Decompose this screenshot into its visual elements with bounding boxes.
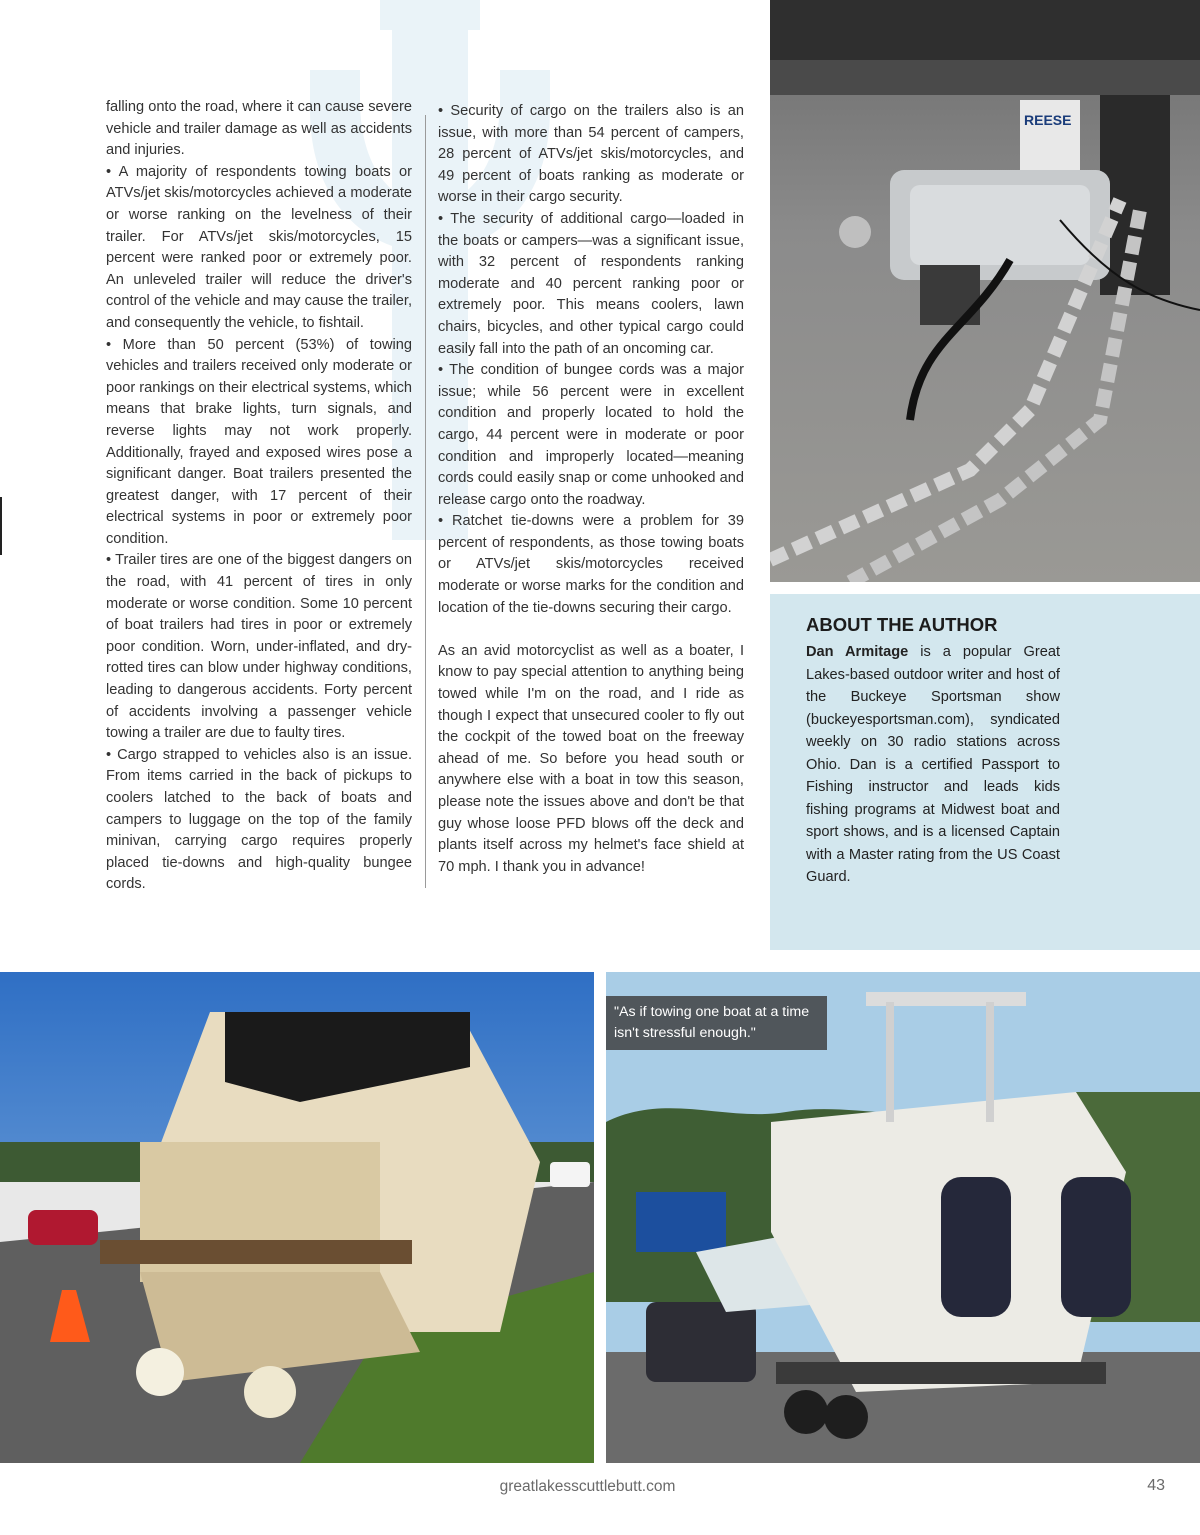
article-column-2 [438, 101, 744, 878]
article-column-1 [106, 97, 412, 896]
about-heading: ABOUT THE AUTHOR [806, 614, 998, 635]
bullet-tires: • Trailer tires are one of the biggest dangers on the road, with 41 percent of tires in only moderate or worse condition. Some 10 percent of boat trailers had tires in poor or extremely poor condition. Worn, under-inflated, and dry-rotted tires can blow under highway conditions, leading to dangerous accidents. Forty percent of accidents involving a passenger vehicle towing a trailer are due to faulty tires. [106, 552, 412, 742]
crashed-boat-illustration [0, 972, 594, 1463]
paragraph: falling onto the road, where it can cause severe vehicle and trailer damage as well as accidents and injuries. [106, 99, 412, 159]
hitch-illustration [770, 0, 1200, 582]
bullet-ratchet-tie-downs: • Ratchet tie-downs were a problem for 39 percent of respondents, as those towing boats or ATVs/jet skis/motorcycles received moderate or worse marks for the condition and location of the tie-downs securing their cargo. [438, 513, 744, 616]
page-number: 43 [1147, 1477, 1165, 1494]
margin-mark [0, 497, 2, 555]
hitch-sign-text: REESE [1024, 112, 1072, 128]
author-name: Dan Armitage [806, 644, 909, 660]
bullet-bungee-cords: • The condition of bungee cords was a major issue; while 56 percent were in excellent condition and properly located to hold the cargo, 44 percent were in moderate or poor condition and improperly located—meaning cords could easily snap or come unhooked and release cargo onto the roadway. [438, 362, 744, 508]
crashed-boat-photo [0, 972, 594, 1463]
author-bio [806, 641, 1060, 889]
column-divider [425, 115, 426, 888]
closing-paragraph: As an avid motorcyclist as well as a boater, I know to pay special attention to anything being towed while I'm on the road, and I ride as though I expect that unsecured cooler to fly out the cockpit of the towed boat on the freeway ahead of me. So before you head south or anywhere else with a boat in tow this season, please note the issues above and don't be that guy whose loose PFD blows off the deck and plants itself across my helmet's face shield at 70 mph. I thank you in advance! [438, 642, 744, 875]
author-bio-text: is a popular Great Lakes-based outdoor writer and host of the Buckeye Sportsman show (buckeyesportsman.com), syndicated weekly on 30 radio stations across Ohio. Dan is a certified Passport to Fishing instructor and leads kids fishing programs at Midwest boat and sport shows, and is a licensed Captain with a Master rating from the US Coast Guard. [806, 644, 1060, 885]
bullet-additional-cargo: • The security of additional cargo—loaded in the boats or campers—was a significant issue, with 32 percent of respondents ranking moderate and 40 percent ranking poor or extremely poor. This means coolers, lawn chairs, bicycles, and other typical cargo could easily fall into the path of an oncoming car. [438, 210, 744, 357]
bullet-cargo-security: • Security of cargo on the trailers also is an issue, with more than 54 percent of campers, 28 percent of ATVs/jet skis/motorcycles, and 49 percent of boats ranking as moderate or worse in their cargo security. [438, 103, 744, 206]
bullet-electrical: • More than 50 percent (53%) of towing vehicles and trailers received only moderate or poor rankings on their electrical systems, which means that brake lights, turn signals, and reverse lights may not work properly. Additionally, frayed and exposed wires pose a significant danger. Boat trailers presented the greatest danger, with 17 percent of their electrical systems in poor or extremely poor condition. [106, 336, 412, 547]
hitch-photo [770, 0, 1200, 582]
footer-url: greatlakesscuttlebutt.com [499, 1478, 676, 1495]
about-the-author-box [770, 594, 1200, 950]
photo-caption: "As if towing one boat at a time isn't stressful enough." [606, 996, 827, 1050]
bullet-levelness: • A majority of respondents towing boats or ATVs/jet skis/motorcycles achieved a moderate or worse ranking on the levelness of their trailer. For ATVs/jet skis/motorcycles, 15 percent were ranked poor or extremely poor. An unleveled trailer will reduce the driver's control of the vehicle and may cause the trailer, and consequently the vehicle, to fishtail. [106, 163, 412, 331]
bullet-cargo: • Cargo strapped to vehicles also is an issue. From items carried in the back of pickups to coolers latched to the back of boats and campers to luggage on the top of the family minivan, carrying cargo requires properly placed tie-downs and high-quality bungee cords. [106, 746, 412, 893]
